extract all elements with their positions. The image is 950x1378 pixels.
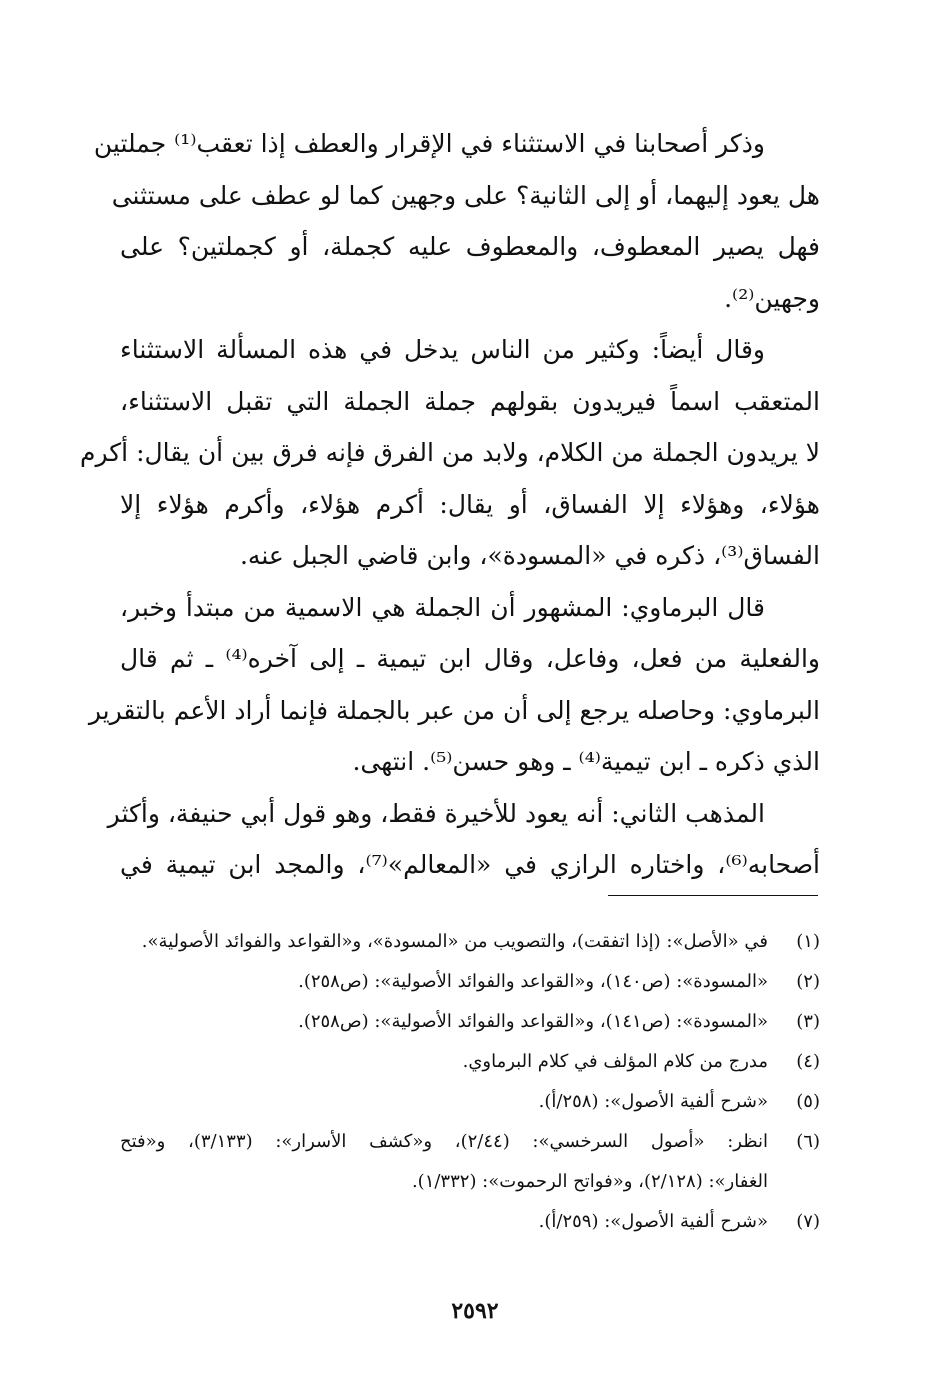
footnote-text: «المسودة»: (ص١٤٠)، و«القواعد والفوائد الأصولية»: (ص٢٥٨). [298,971,768,992]
footnote-text: «شرح ألفية الأصول»: (٢٥٨/أ). [538,1091,768,1112]
body-line: وقال أيضاً: وكثير من الناس يدخل في هذه المسألة الاستثناء [120,335,765,364]
footnote-separator [608,895,818,896]
body-line: هؤلاء، وهؤلاء إلا الفساق، أو يقال: أكرم هؤلاء، وأكرم هؤلاء إلا [120,489,820,519]
body-line: هل يعود إليهما، أو إلى الثانية؟ على وجهين كما لو عطف على مستثنى [111,180,820,210]
footnote-text: «شرح ألفية الأصول»: (٢٥٩/أ). [538,1211,768,1232]
body-line: قال البرماوي: المشهور أن الجملة هي الاسمية من مبتدأ وخبر، [120,592,765,622]
footnotes [120,922,820,1242]
footnote-text: انظر: «أصول السرخسي»: (٢/٤٤)، و«كشف الأسرار»: (٣/١٣٣)، و«فتح [120,1131,768,1152]
footnote [120,1002,820,1042]
body-line: المذهب الثاني: أنه يعود للأخيرة فقط، وهو قول أبي حنيفة، وأكثر [107,798,765,828]
page-number: ٢٥٩٢ [451,1298,499,1324]
body-line: وجهين⁽²⁾. [724,283,820,313]
main-text [80,118,820,891]
body-line: الفساق⁽³⁾، ذكره في «المسودة»، وابن قاضي الجبل عنه. [239,541,820,570]
footnote-number: (٥) [796,1091,820,1112]
footnote-number: (٧) [796,1211,820,1232]
body-line: البرماوي: وحاصله يرجع إلى أن من عبر بالجملة فإنما أراد الأعم بالتقرير [88,695,820,725]
footnote-text: في «الأصل»: (إذا اتفقت)، والتصويب من «المسودة»، و«القواعد والفوائد الأصولية». [141,931,768,952]
body-line: أصحابه⁽⁶⁾، واختاره الرازي في «المعالم»⁽⁷⁾، والمجد ابن تيمية في [120,850,820,879]
footnote-text: مدرج من كلام المؤلف في كلام البرماوي. [462,1051,768,1072]
body-line: الذي ذكره ـ ابن تيمية⁽⁴⁾ ـ وهو حسن⁽⁵⁾. انتهى. [352,747,820,776]
footnote [120,1122,820,1202]
footnote [120,962,820,1002]
footnote-number: (٦) [796,1131,820,1152]
footnote-number: (٤) [796,1051,820,1072]
footnote-number: (٢) [796,971,820,992]
body-line: فهل يصير المعطوف، والمعطوف عليه كجملة، أو كجملتين؟ على [120,232,820,261]
footnote-number: (٣) [796,1011,820,1032]
footnote [120,1202,820,1242]
footnote [120,1042,820,1082]
footnote [120,1082,820,1122]
footnote [120,922,820,962]
footnote-number: (١) [796,931,820,952]
footnote-text: «المسودة»: (ص١٤١)، و«القواعد والفوائد الأصولية»: (ص٢٥٨). [298,1011,768,1032]
body-line: والفعلية من فعل، وفاعل، وقال ابن تيمية ـ إلى آخره⁽⁴⁾ ـ ثم قال [120,644,820,673]
body-line: لا يريدون الجملة من الكلام، ولابد من الفرق فإنه فرق بين أن يقال: أكرم [80,438,820,467]
body-line: المتعقب اسماً فيريدون بقولهم جملة الجملة التي تقبل الاستثناء، [120,386,820,416]
footnote-text: الغفار»: (٢/١٢٨)، و«فواتح الرحموت»: (١/٣٣٢). [411,1171,768,1192]
body-line: وذكر أصحابنا في الاستثناء في الإقرار والعطف إذا تعقب⁽¹⁾ جملتين [93,129,765,158]
